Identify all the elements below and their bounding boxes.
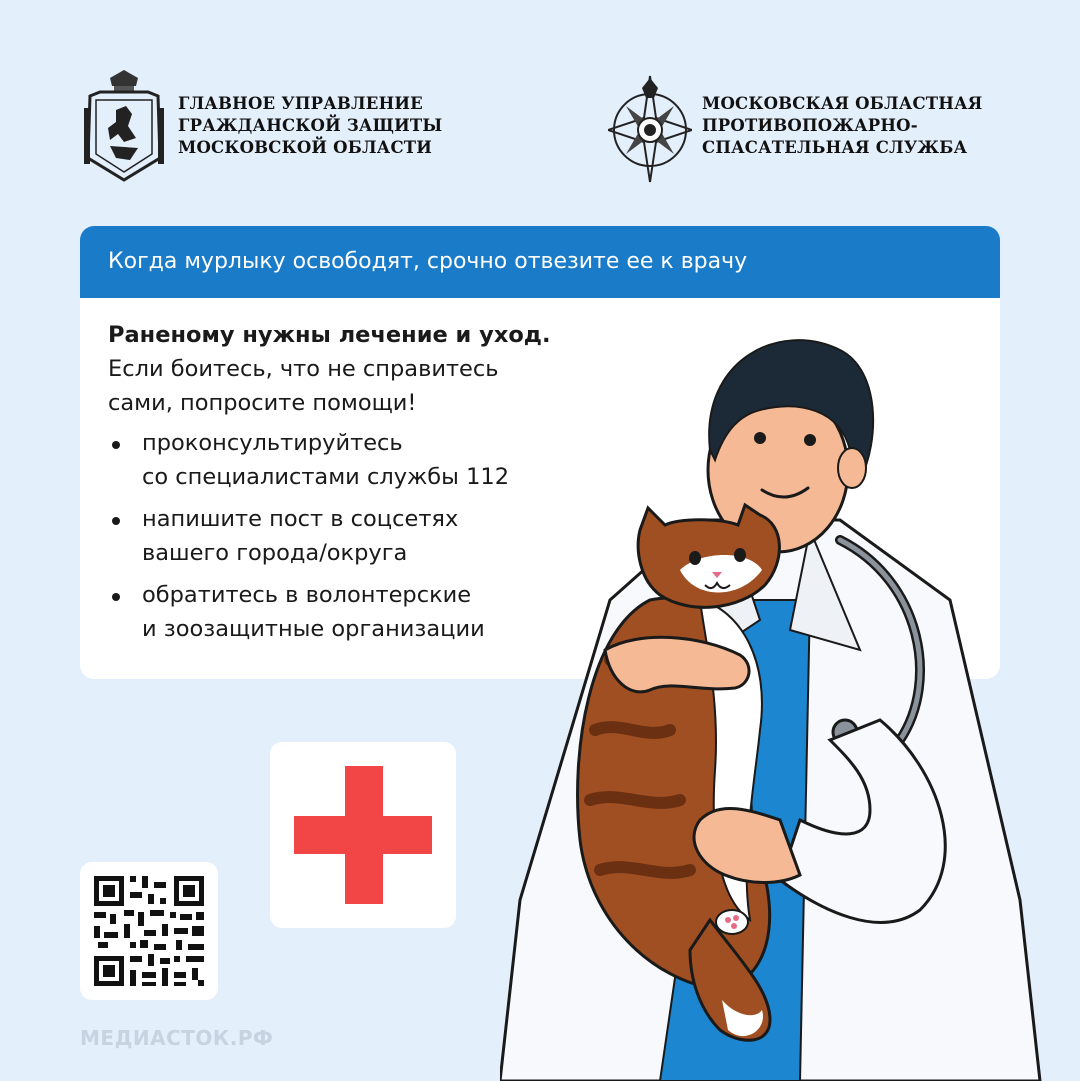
qr-code-card[interactable] xyxy=(80,862,218,1000)
org-left xyxy=(80,68,442,184)
lead-text: Если боитесь, что не справитесь сами, попросите помощи! xyxy=(108,356,499,416)
bullet-dot xyxy=(112,441,120,449)
card-header: Когда мурлыку освободят, срочно отвезите ее к врачу xyxy=(80,226,1000,298)
lead-bold-text: Раненому нужны лечение и уход. xyxy=(108,322,551,348)
list-item-line: и зоозащитные организации xyxy=(142,616,485,642)
qr-code-icon[interactable] xyxy=(80,862,218,1000)
bullet-dot xyxy=(112,593,120,601)
list-item-line: обратитесь в волонтерские xyxy=(142,582,472,608)
cat-head xyxy=(638,505,779,607)
footer-brand: МЕДИАСТОК.РФ xyxy=(80,1026,274,1050)
red-cross-card xyxy=(270,742,456,928)
veterinarian-holding-cat-illustration xyxy=(500,300,1060,1081)
fire-rescue-service-emblem-icon xyxy=(608,68,692,184)
org-left-name: ГЛАВНОЕ УПРАВЛЕНИЕ ГРАЖДАНСКОЙ ЗАЩИТЫ МОСКОВСКОЙ ОБЛАСТИ xyxy=(178,94,443,157)
list-item-line: со специалистами службы 112 xyxy=(142,464,510,490)
list-item-line: напишите пост в соцсетях xyxy=(142,506,459,532)
list-item-line: вашего города/округа xyxy=(142,540,408,566)
org-right xyxy=(608,68,982,184)
org-right-name: МОСКОВСКАЯ ОБЛАСТНАЯ ПРОТИВОПОЖАРНО- СПАСАТЕЛЬНАЯ СЛУЖБА xyxy=(702,94,983,157)
moscow-region-coat-of-arms-icon xyxy=(80,68,168,184)
red-cross-icon xyxy=(270,742,456,928)
list-item-line: проконсультируйтесь xyxy=(142,430,403,456)
bullet-dot xyxy=(112,517,120,525)
